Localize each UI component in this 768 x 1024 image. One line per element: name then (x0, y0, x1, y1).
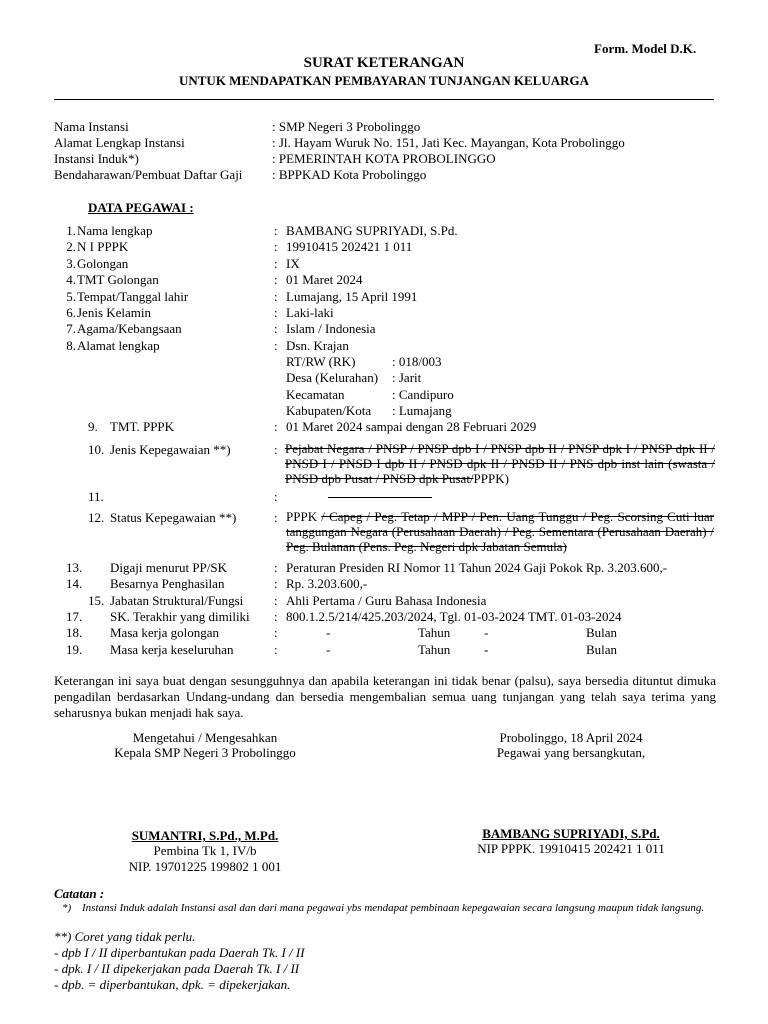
sign-right-name: BAMBANG SUPRIYADI, S.Pd. (482, 826, 660, 841)
employment-type-value (285, 441, 715, 486)
struck-options: / Capeg / Peg. Tetap / MPP / Pen. Uang Tunggu / Peg. Scorsing Cuti luar tanggungan Negara (Perusahaan Daerah) / Peg. Sementara (Perusahaan Daerah) / Peg. Bulanan (Pens. Peg. Negeri dpk Jabatan Semula) (286, 509, 714, 554)
blank-line (328, 497, 432, 498)
item-label: Jenis Kelamin (77, 305, 152, 320)
item-number: 7. (66, 321, 76, 336)
item-colon: : (274, 321, 278, 336)
item-number: 2. (66, 239, 76, 254)
item-colon: : (274, 256, 278, 271)
item-colon: : (274, 576, 278, 591)
selected-option: PPPK (286, 509, 318, 524)
item-colon: : (274, 338, 278, 353)
item-label: Nama lengkap (77, 223, 153, 238)
item-number: 11. (88, 489, 104, 504)
item-colon: : (274, 489, 278, 504)
item-colon: : (274, 419, 278, 434)
months-value: - (484, 642, 489, 657)
item-label: Agama/Kebangsaan (77, 321, 182, 336)
item-colon: : (274, 560, 278, 575)
note-line: - dpb. = diperbantukan, dpk. = dipekerjakan. (54, 977, 291, 992)
item-colon: : (274, 442, 278, 457)
institution-value: : SMP Negeri 3 Probolinggo (272, 119, 421, 134)
item-number: 4. (66, 272, 76, 287)
address-label: RT/RW (RK) (286, 354, 356, 369)
address-label: Kabupaten/Kota (286, 403, 372, 418)
sign-right-nip: NIP PPPK. 19910415 202421 1 011 (477, 841, 665, 856)
item-label: Tempat/Tanggal lahir (77, 289, 189, 304)
months-unit: Bulan (586, 625, 618, 640)
sign-left-line1: Mengetahui / Mengesahkan (132, 730, 278, 745)
item-colon: : (274, 239, 278, 254)
selected-option: PPPK) (473, 471, 509, 486)
item-label: Jabatan Struktural/Fungsi (110, 593, 244, 608)
years-unit: Tahun (418, 642, 451, 657)
item-colon: : (274, 289, 278, 304)
item-value: Dsn. Krajan (286, 338, 349, 353)
note-line: **) Coret yang tidak perlu. (54, 929, 196, 944)
notes-title: Catatan : (54, 886, 105, 901)
note-line: - dpb I / II diperbantukan pada Daerah Tk. I / II (54, 945, 305, 960)
notes-star-mark: *) (62, 902, 72, 914)
note-line: - dpk. I / II dipekerjakan pada Daerah Tk. I / II (54, 961, 300, 976)
address-value: : 018/003 (392, 354, 442, 369)
item-label: Besarnya Penghasilan (110, 576, 225, 591)
address-value: : Candipuro (392, 387, 454, 402)
item-value: Lumajang, 15 April 1991 (286, 289, 418, 304)
item-number: 9. (88, 419, 98, 434)
item-number: 5. (66, 289, 76, 304)
item-number: 18. (66, 625, 83, 640)
item-number: 3. (66, 256, 76, 271)
item-value: Peraturan Presiden RI Nomor 11 Tahun 2024 Gaji Pokok Rp. 3.203.600,- (286, 560, 668, 575)
item-value: Islam / Indonesia (286, 321, 376, 336)
struck-options: Pejabat Negara / PNSP / PNSP dpb I / PNSP dpb II / PNSP dpk I / PNSP dpk II / PNSD I / PNSD I dpb II / PNSD dpk II / PNSD II / PNS dpb inst lain (swasta / PNSD dpb Pusat / PNSD dpk Pusat/ (285, 441, 715, 486)
sign-right-line2: Pegawai yang bersangkutan, (496, 745, 646, 760)
item-label: SK. Terakhir yang dimiliki (110, 609, 250, 624)
institution-value: : PEMERINTAH KOTA PROBOLINGGO (272, 151, 496, 166)
item-number: 6. (66, 305, 76, 320)
item-colon: : (274, 593, 278, 608)
item-label: Jenis Kepegawaian **) (110, 442, 231, 457)
address-value: : Lumajang (392, 403, 452, 418)
item-number: 19. (66, 642, 83, 657)
item-label: Golongan (77, 256, 129, 271)
item-label: Masa kerja golongan (110, 625, 220, 640)
item-number: 1. (66, 223, 76, 238)
item-value: 01 Maret 2024 (286, 272, 363, 287)
address-label: Kecamatan (286, 387, 345, 402)
item-colon: : (274, 642, 278, 657)
item-colon: : (274, 223, 278, 238)
sign-left-nip: NIP. 19701225 199802 1 001 (128, 859, 282, 874)
item-label: Masa kerja keseluruhan (110, 642, 234, 657)
institution-value: : BPPKAD Kota Probolinggo (272, 167, 427, 182)
item-label: N I PPPK (77, 239, 129, 254)
item-value: IX (286, 256, 300, 271)
years-value: - (326, 625, 331, 640)
years-value: - (326, 642, 331, 657)
item-label: Alamat lengkap (77, 338, 160, 353)
institution-label: Alamat Lengkap Instansi (54, 135, 185, 150)
section-title: DATA PEGAWAI : (88, 200, 194, 215)
item-number: 14. (66, 576, 83, 591)
item-value: 01 Maret 2024 sampai dengan 28 Februari 2029 (286, 419, 537, 434)
item-value: Rp. 3.203.600,- (286, 576, 368, 591)
address-value: : Jarit (392, 370, 422, 385)
item-value: Laki-laki (286, 305, 334, 320)
item-number: 10. (88, 442, 105, 457)
form-model-label: Form. Model D.K. (594, 41, 697, 56)
item-colon: : (274, 625, 278, 640)
item-colon: : (274, 305, 278, 320)
years-unit: Tahun (418, 625, 451, 640)
employment-status-value (286, 509, 714, 554)
institution-label: Bendaharawan/Pembuat Daftar Gaji (54, 167, 243, 182)
item-number: 17. (66, 609, 83, 624)
item-label: Status Kepegawaian **) (110, 510, 237, 525)
item-colon: : (274, 272, 278, 287)
item-number: 12. (88, 510, 105, 525)
item-label: TMT Golongan (77, 272, 159, 287)
item-value: BAMBANG SUPRIYADI, S.Pd. (286, 223, 458, 238)
item-colon: : (274, 510, 278, 525)
address-label: Desa (Kelurahan) (286, 370, 379, 385)
item-label: Digaji menurut PP/SK (110, 560, 228, 575)
item-number: 8. (66, 338, 76, 353)
item-number: 15. (88, 593, 105, 608)
sign-left-name: SUMANTRI, S.Pd., M.Pd. (131, 828, 279, 843)
document-subtitle: UNTUK MENDAPATKAN PEMBAYARAN TUNJANGAN KELUARGA (178, 73, 589, 88)
institution-label: Instansi Induk*) (54, 151, 139, 166)
item-label: TMT. PPPK (110, 419, 175, 434)
notes-star-text: Instansi Induk adalah Instansi asal dan dari mana pegawai ybs mendapat pembinaan kepegawaian secara langsung maupun tidak langsung. (82, 902, 705, 914)
header-rule (54, 99, 714, 100)
sign-left-line2: Kepala SMP Negeri 3 Probolinggo (114, 745, 296, 760)
document-title: SURAT KETERANGAN (303, 55, 465, 71)
months-unit: Bulan (586, 642, 618, 657)
institution-value: : Jl. Hayam Wuruk No. 151, Jati Kec. Mayangan, Kota Probolinggo (272, 135, 625, 150)
months-value: - (484, 625, 489, 640)
sign-right-line1: Probolinggo, 18 April 2024 (499, 730, 643, 745)
item-value: Ahli Pertama / Guru Bahasa Indonesia (286, 593, 487, 608)
institution-label: Nama Instansi (54, 119, 129, 134)
statement-paragraph: Keterangan ini saya buat dengan sesungguhnya dan apabila keterangan ini tidak benar (palsu), saya bersedia dituntut dimuka pengadilan berdasarkan Undang-undang dan bersedia mengembalian semua uang tunjangan yang telah saya terima yang seharusnya bukan menjadi hak saya. (54, 673, 716, 720)
item-value: 800.1.2.5/214/425.203/2024, Tgl. 01-03-2024 TMT. 01-03-2024 (286, 609, 622, 624)
item-colon: : (274, 609, 278, 624)
sign-left-rank: Pembina Tk 1, IV/b (153, 843, 257, 858)
item-value: 19910415 202421 1 011 (286, 239, 413, 254)
item-number: 13. (66, 560, 83, 575)
